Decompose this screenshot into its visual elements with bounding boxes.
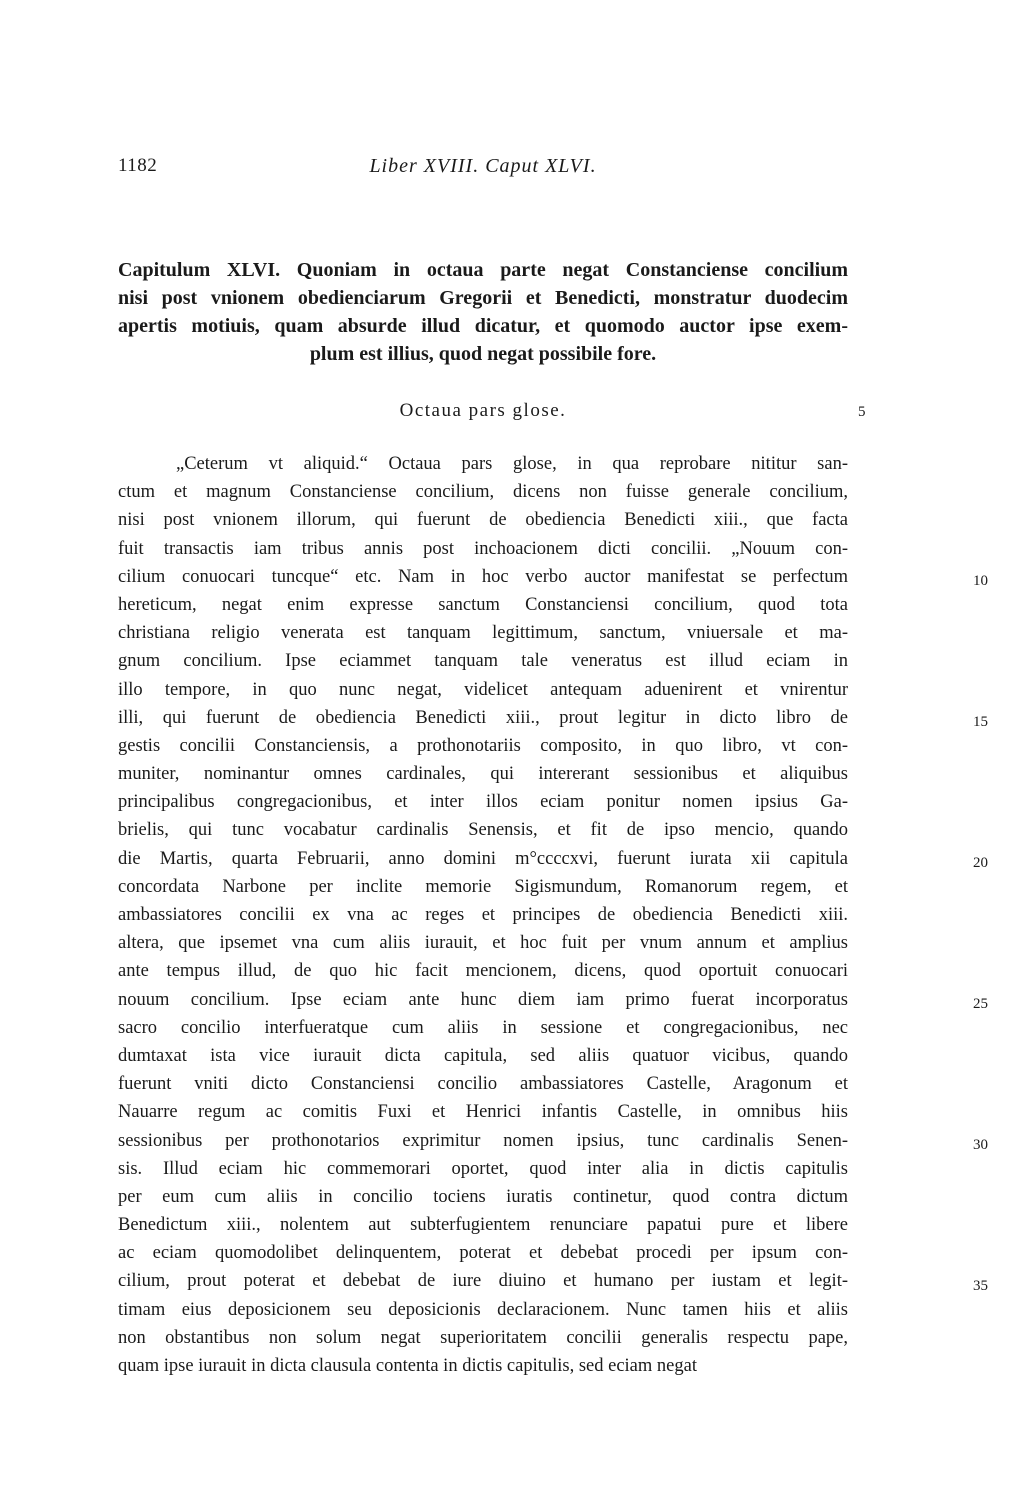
body-line: nouum concilium. Ipse eciam ante hunc diem iam primo fuerat incorporatus <box>118 989 848 1010</box>
body-line: fuerunt vniti dicto Constanciensi concilio ambassiatores Castelle, Aragonum et <box>118 1074 848 1095</box>
body-line: christiana religio venerata est tanquam legittimum, sanctum, vniuersale et ma- <box>118 623 848 644</box>
body-line: ctum et magnum Constanciense concilium, dicens non fuisse generale concilium, <box>118 482 848 503</box>
body-line: „Ceterum vt aliquid.“ Octaua pars glose, in qua reprobare nititur san- <box>176 454 848 474</box>
page-number: 1182 <box>118 155 158 176</box>
body-line: altera, que ipsemet vna cum aliis iurauit, et hoc fuit per vnum annum et amplius <box>118 933 848 954</box>
line-number: 25 <box>973 995 988 1012</box>
body-line: gestis concilii Constanciensis, a prothonotariis composito, in quo libro, vt con- <box>118 735 848 756</box>
body-line: per eum cum aliis in concilio tociens iuratis continetur, quod contra dictum <box>118 1186 848 1207</box>
chapter-heading-line: nisi post vnionem obedienciarum Gregorii et Benedicti, monstratur duodecim <box>118 287 848 309</box>
line-number: 35 <box>973 1277 988 1294</box>
body-line: ac eciam quomodolibet delinquentem, poterat et debebat procedi per ipsum con- <box>118 1243 848 1264</box>
body-line: cilium conuocari tuncque“ etc. Nam in hoc verbo auctor manifestat se perfectum <box>118 566 848 587</box>
chapter-heading <box>118 256 848 368</box>
body-line: non obstantibus non solum negat superioritatem concilii generalis respectu pape, <box>118 1327 848 1348</box>
section-line-number: 5 <box>858 404 866 420</box>
body-line: ambassiatores concilii ex vna ac reges et principes de obediencia Benedicti xiii. <box>118 905 848 925</box>
chapter-heading-line: plum est illius, quod negat possibile fore. <box>309 343 657 365</box>
body-line: sessionibus per prothonotarios exprimitur nomen ipsius, tunc cardinalis Senen- <box>118 1130 848 1151</box>
body-line: illo tempore, in quo nunc negat, videlicet antequam aduenirent et vnirentur <box>118 679 848 700</box>
body-line: illi, qui fuerunt de obediencia Benedicti xiii., prout legitur in dicto libro de <box>118 707 848 728</box>
body-line: nisi post vnionem illorum, qui fuerunt de obediencia Benedicti xiii., que facta <box>118 510 848 531</box>
body-line: gnum concilium. Ipse eciammet tanquam tale veneratus est illud eciam in <box>118 651 848 672</box>
body-text <box>118 450 988 1380</box>
body-line: principalibus congregacionibus, et inter illos eciam ponitur nomen ipsius Ga- <box>118 792 848 813</box>
body-line: quam ipse iurauit in dicta clausula contenta in dictis capitulis, sed eciam negat <box>118 1356 697 1376</box>
line-number: 15 <box>973 713 988 730</box>
body-line: concordata Narbone per inclite memorie Sigismundum, Romanorum regem, et <box>118 876 848 897</box>
chapter-heading-line: apertis motiuis, quam absurde illud dicatur, et quomodo auctor ipse exem- <box>118 315 848 337</box>
line-number: 10 <box>973 572 988 589</box>
body-line: cilium, prout poterat et debebat de iure diuino et humano per iustam et legit- <box>118 1271 848 1292</box>
body-line: sacro concilio interfueratque cum aliis in sessione et congregacionibus, nec <box>118 1017 848 1038</box>
body-line: sis. Illud eciam hic commemorari oportet, quod inter alia in dictis capitulis <box>118 1158 848 1179</box>
body-line: brielis, qui tunc vocabatur cardinalis Senensis, et fit de ipso mencio, quando <box>118 820 848 841</box>
line-number: 30 <box>973 1136 988 1153</box>
body-line: Benedictum xiii., nolentem aut subterfugientem renunciare papatui pure et libere <box>118 1215 848 1236</box>
line-number: 20 <box>973 854 988 871</box>
body-line: muniter, nominantur omnes cardinales, qui intererant sessionibus et aliquibus <box>118 764 848 785</box>
section-title: Octaua pars glose. <box>399 400 567 421</box>
body-line: timam eius deposicionem seu deposicionis declaracionem. Nunc tamen hiis et aliis <box>118 1299 848 1320</box>
body-line: die Martis, quarta Februarii, anno domini m°ccccxvi, fuerunt iurata xii capitula <box>118 848 848 869</box>
chapter-heading-line: Capitulum XLVI. Quoniam in octaua parte negat Constanciense concilium <box>118 259 848 281</box>
running-title: Liber XVIII. Caput XLVI. <box>369 155 597 177</box>
body-line: dumtaxat ista vice iurauit dicta capitula, sed aliis quatuor vicibus, quando <box>118 1045 848 1066</box>
body-line: fuit transactis iam tribus annis post inchoacionem dicti concilii. „Nouum con- <box>118 538 848 559</box>
page-header <box>118 155 848 185</box>
body-line: ante tempus illud, de quo hic facit mencionem, dicens, quod oportuit conuocari <box>118 961 848 982</box>
body-line: hereticum, negat enim expresse sanctum Constanciensi concilium, quod tota <box>118 594 848 615</box>
body-line: Nauarre regum ac comitis Fuxi et Henrici infantis Castelle, in omnibus hiis <box>118 1102 848 1123</box>
